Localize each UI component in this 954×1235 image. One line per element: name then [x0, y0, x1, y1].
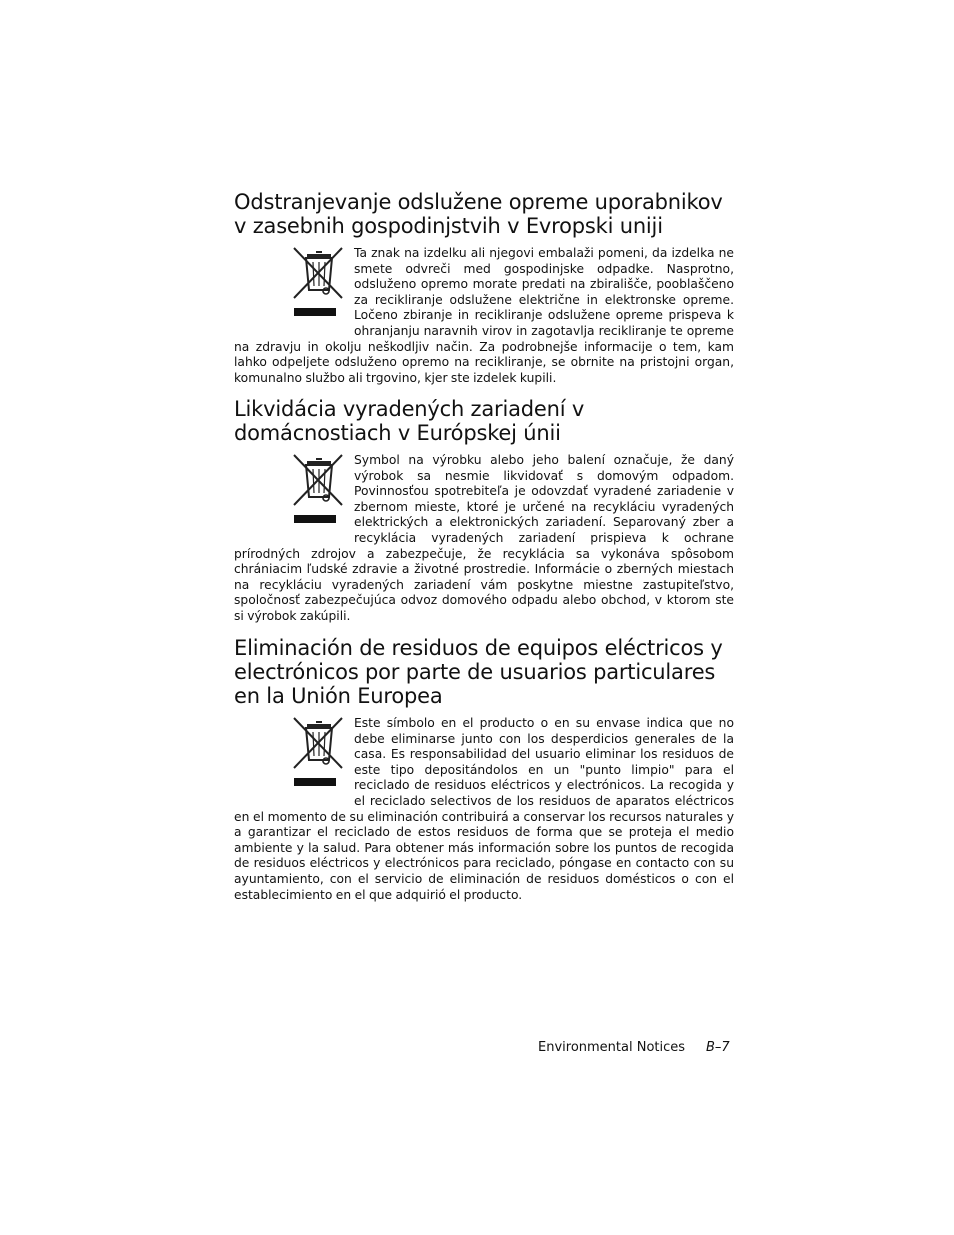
- section-text: Este símbolo en el producto o en su envase indica que no debe eliminarse junto con los desperdicios generales de la casa. Es responsabilidad del usuario eliminar los residuos de este tipo depositándolos en un "punto limpio" para el reciclado de residuos eléctricos y electrónicos. La recogida y el reciclado selectivos de los residuos de aparatos eléctricos en el momento de su eliminación contribuirá a conservar los recursos naturales y a garantizar el reciclado de estos residuos de forma que se proteja el medio ambiente y la salud. Para obtener más información sobre los puntos de recogida de residuos eléctricos y electrónicos para reciclado, póngase en contacto con su ayuntamiento, con el servicio de eliminación de residuos domésticos o con el establecimiento en el que adquirió el producto.: [234, 716, 734, 902]
- section-heading: Eliminación de residuos de equipos eléctricos y electrónicos por parte de usuarios particulares en la Unión Europea: [234, 636, 723, 708]
- section-body: [234, 716, 734, 903]
- crossed-out-wheelie-bin-icon: [290, 716, 350, 796]
- section-body: [234, 453, 734, 625]
- crossed-out-wheelie-bin-icon: [290, 246, 350, 326]
- section-slovenian: [234, 190, 734, 386]
- section-heading: Likvidácia vyradených zariadení v domácnostiach v Európskej únii: [234, 397, 585, 445]
- section-text: Ta znak na izdelku ali njegovi embalaži pomeni, da izdelka ne smete odvreči med gospodinjske odpadke. Nasprotno, odsluženo opremo morate predati na zbirališče, pooblaščeno za recikliranje odslužene električne in elektronske opreme. Ločeno zbiranje in recikliranje odslužene opreme prispeva k ohranjanju naravnih virov in zagotavlja recikliranje te opreme na zdravju in okolju neškodljiv način. Za podrobnejše informacije o tem, kam lahko odpeljete odsluženo opremo na recikliranje, se obrnite na pristojni organ, komunalno službo ali trgovino, kjer ste izdelek kupili.: [234, 246, 734, 385]
- crossed-out-wheelie-bin-icon: [290, 453, 350, 533]
- section-heading: Odstranjevanje odslužene opreme uporabnikov v zasebnih gospodinjstvih v Evropski uniji: [234, 190, 723, 238]
- page-number: B–7: [706, 1040, 730, 1055]
- section-spanish: [234, 636, 734, 903]
- footer-label: Environmental Notices: [538, 1040, 686, 1055]
- section-slovak: [234, 397, 734, 625]
- section-body: [234, 246, 734, 386]
- section-text: Symbol na výrobku alebo jeho balení označuje, že daný výrobok sa nesmie likvidovať s domovým odpadom. Povinnosťou spotrebiteľa je odovzdať vyradené zariadenie v zbernom mieste, ktoré je určené na recykláciu vyradených elektrických a elektronických zariadení. Separovaný zber a recyklácia vyradených zariadení prispieva k ochrane prírodných zdrojov a zabezpečuje, že recyklácia sa vykonáva spôsobom chrániacim ľudské zdravie a životné prostredie. Informácie o zberných miestach na recykláciu vyradených zariadení vám poskytne miestne zastupiteľstvo, spoločnosť zabezpečujúca odvoz domového odpadu alebo obchod, v ktorom ste si výrobok zakúpili.: [234, 453, 734, 623]
